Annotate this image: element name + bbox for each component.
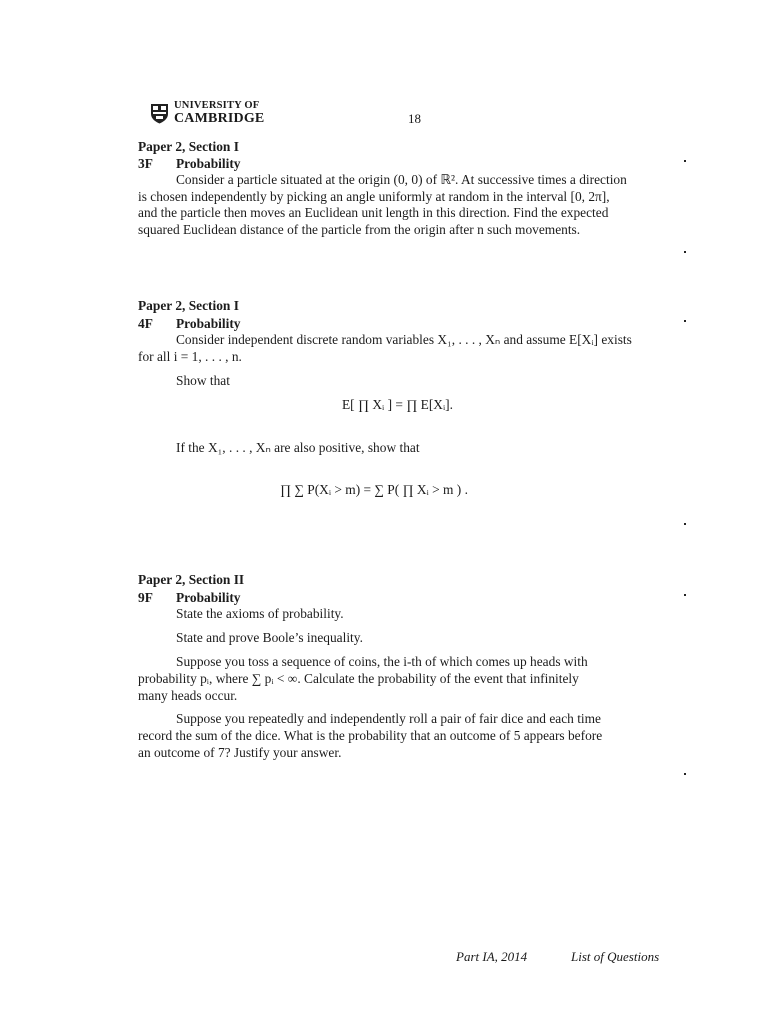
q9-para3-line2: probability pᵢ, where ∑ pᵢ < ∞. Calculate the probability of the event that infinitely xyxy=(138,671,579,686)
q4-title xyxy=(138,316,240,333)
q3-line3: and the particle then moves an Euclidean unit length in this direction. Find the expected xyxy=(138,205,609,220)
q3-line1: Consider a particle situated at the origin (0, 0) of ℝ². At successive times a direction xyxy=(176,172,627,187)
margin-mark xyxy=(684,773,686,775)
margin-mark xyxy=(684,594,686,596)
q9-para4-line2: record the sum of the dice. What is the probability that an outcome of 5 appears before xyxy=(138,728,603,743)
q9-para2: State and prove Boole’s inequality. xyxy=(176,630,363,645)
margin-mark xyxy=(684,523,686,525)
q9-para4-line1: Suppose you repeatedly and independently roll a pair of fair dice and each time xyxy=(176,711,601,726)
q4-line2: for all i = 1, . . . , n. xyxy=(138,349,242,364)
q9-para3-line3: many heads occur. xyxy=(138,688,238,703)
university-line1: UNIVERSITY OF xyxy=(174,100,260,111)
eq1-text: E[ ∏ Xᵢ ] = ∏ E[Xᵢ]. xyxy=(342,397,453,412)
q9-para3-line1: Suppose you toss a sequence of coins, the i-th of which comes up heads with xyxy=(176,654,588,669)
eq2-text: ∏ ∑ P(Xᵢ > m) = ∑ P( ∏ Xᵢ > m ) . xyxy=(280,482,468,497)
equation-expectation-product xyxy=(330,383,510,433)
q4-number: 4F xyxy=(138,316,153,331)
margin-mark xyxy=(684,160,686,162)
university-line2: CAMBRIDGE xyxy=(174,110,265,126)
q3-topic: Probability xyxy=(176,156,241,171)
university-logo xyxy=(150,101,264,126)
footer-paper-year: Part IA, 2014 xyxy=(456,949,528,964)
cambridge-crest-icon xyxy=(150,103,169,124)
q9-topic: Probability xyxy=(176,590,241,605)
q9-title xyxy=(138,590,240,607)
q4-show-that: Show that xyxy=(176,373,230,388)
q3-title xyxy=(138,156,240,173)
q4-topic: Probability xyxy=(176,316,241,331)
footer-list-of-questions: List of Questions xyxy=(571,949,660,964)
q3-line2: is chosen independently by picking an angle uniformly at random in the interval [0, 2π], xyxy=(138,189,610,204)
q9-para4-line3: an outcome of 7? Justify your answer. xyxy=(138,745,342,760)
q4-line1: Consider independent discrete random variables X₁, . . . , Xₙ and assume E[Xᵢ] exists xyxy=(176,332,632,347)
page-number: 18 xyxy=(408,111,421,126)
q3-section-heading: Paper 2, Section I xyxy=(138,139,239,154)
q4-section-heading: Paper 2, Section I xyxy=(138,298,239,313)
q3-number: 3F xyxy=(138,156,153,171)
equation-sum-product xyxy=(276,468,556,518)
q4-if-positive: If the X₁, . . . , Xₙ are also positive, show that xyxy=(176,440,420,455)
q9-section-heading: Paper 2, Section II xyxy=(138,572,245,587)
university-name xyxy=(174,101,264,126)
q3-line4: squared Euclidean distance of the particle from the origin after n such movements. xyxy=(138,222,581,237)
margin-mark xyxy=(684,251,686,253)
q9-number: 9F xyxy=(138,590,153,605)
margin-mark xyxy=(684,320,686,322)
q9-para1: State the axioms of probability. xyxy=(176,606,344,621)
